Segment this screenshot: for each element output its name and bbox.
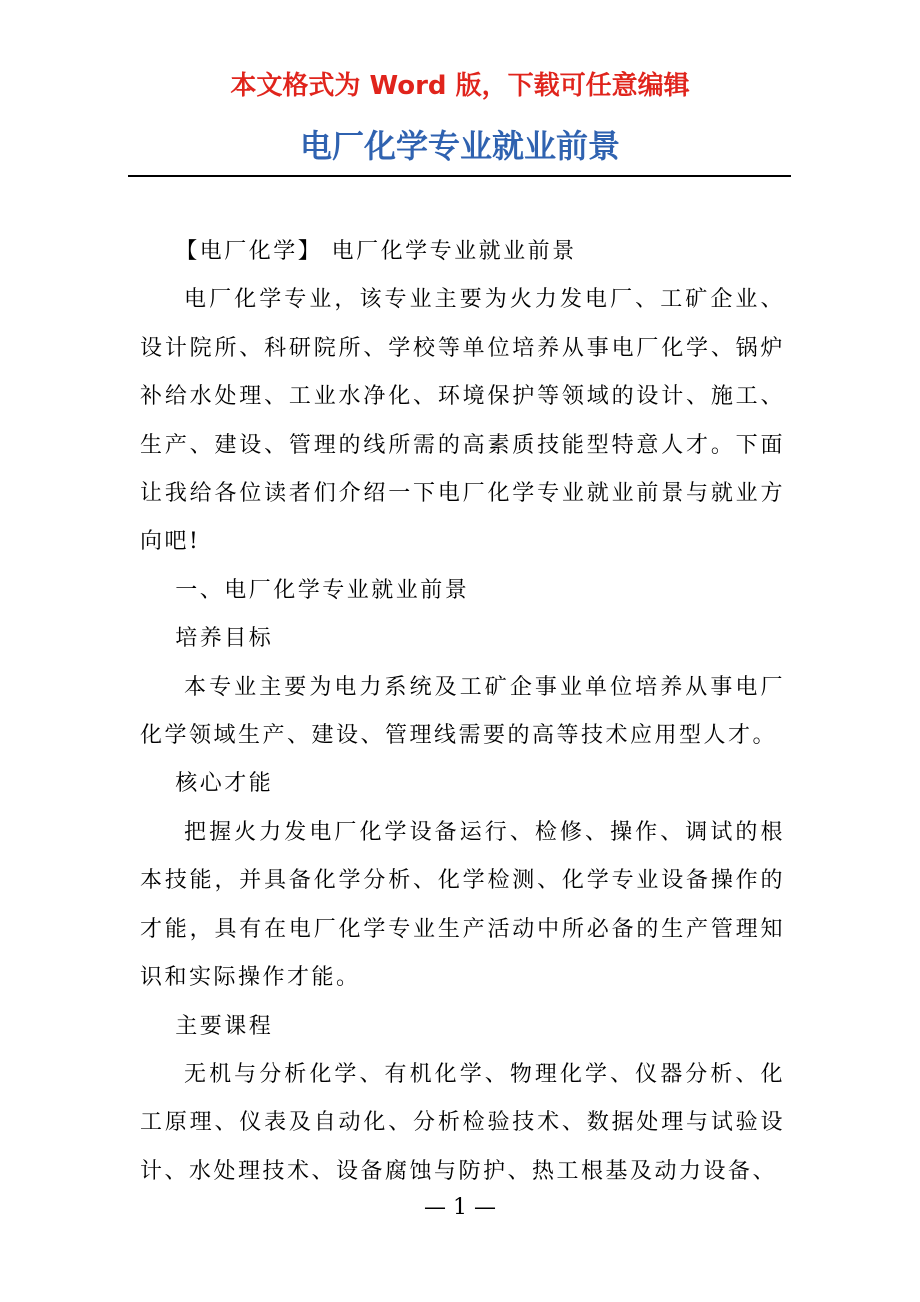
document-body — [140, 228, 785, 1196]
subsection-heading: 培养目标 — [175, 626, 274, 652]
paragraph: 电厂化学专业，该专业主要为火力发电厂、工矿企业、设计院所、科研院所、学校等单位培养从事电厂化学、锅炉补给水处理、工业水净化、环境保护等领域的设计、施工、生产、建设、管理的线所需的高素质技能型特意人才。下面让我给各位读者们介绍一下电厂化学专业就业前景与就业方向吧! — [140, 287, 785, 555]
document-title: 电厂化学专业就业前景 — [299, 127, 620, 165]
title-divider — [128, 175, 791, 177]
paragraph: 无机与分析化学、有机化学、物理化学、仪器分析、化工原理、仪表及自动化、分析检验技术、数据处理与试验设计、水处理技术、设备腐蚀与防护、热工根基及动力设备、 — [140, 1061, 785, 1184]
paragraph: 本专业主要为电力系统及工矿企事业单位培养从事电厂化学领域生产、建设、管理线需要的高等技术应用型人才。 — [140, 674, 785, 749]
subsection-heading: 主要课程 — [175, 1013, 274, 1039]
paragraph: 把握火力发电厂化学设备运行、检修、操作、调试的根本技能，并具备化学分析、化学检测、化学专业设备操作的才能，具有在电厂化学专业生产活动中所必备的生产管理知识和实际操作才能。 — [140, 819, 785, 991]
format-notice-banner: 本文格式为 Word 版，下载可任意编辑 — [230, 71, 690, 101]
subsection-heading: 核心才能 — [175, 771, 274, 797]
intro-heading: 【电厂化学】 电厂化学专业就业前景 — [175, 239, 577, 264]
section-heading: 一、电厂化学专业就业前景 — [175, 577, 470, 603]
page-number: — 1 — — [424, 1195, 496, 1220]
